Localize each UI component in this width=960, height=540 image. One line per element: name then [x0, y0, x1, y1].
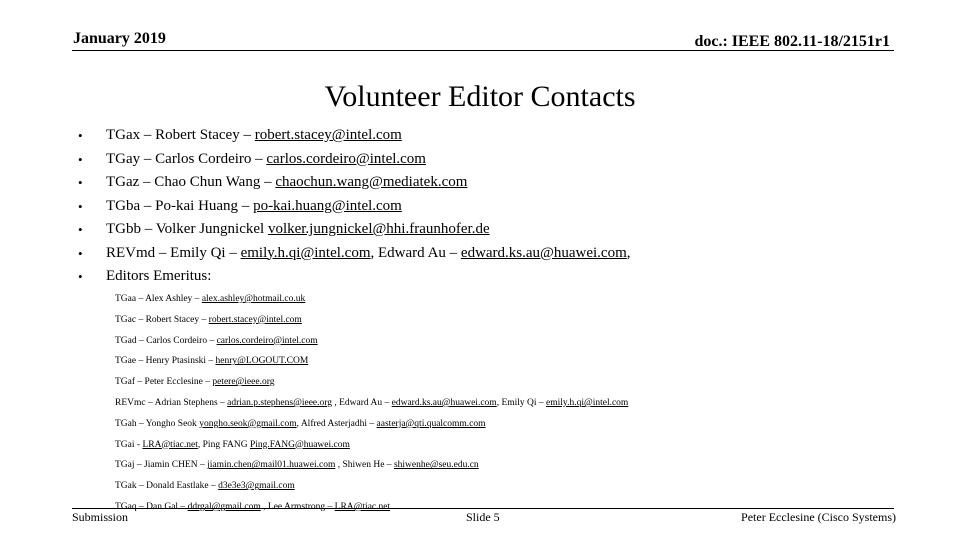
emeritus-contact-item: [115, 478, 628, 499]
contact-text: TGaj – Jiamin CHEN –: [115, 460, 208, 471]
editor-contact-text: [106, 171, 467, 195]
email-link[interactable]: LRA@tiac.net: [142, 439, 198, 450]
emeritus-contact-item: [115, 333, 628, 354]
email-link[interactable]: petere@ieee.org: [212, 377, 275, 388]
email-link[interactable]: robert.stacey@intel.com: [254, 127, 402, 143]
editor-contact-text: [106, 124, 402, 148]
email-link[interactable]: robert.stacey@intel.com: [208, 314, 302, 325]
footer-author: Peter Ecclesine (Cisco Systems): [741, 510, 896, 524]
bullet-icon: •: [78, 128, 83, 143]
contact-text: TGax – Robert Stacey –: [106, 127, 255, 143]
contact-text: REVmd – Emily Qi –: [106, 244, 241, 261]
emeritus-contact-item: [115, 437, 628, 458]
footer-rule: [72, 508, 894, 509]
emeritus-contact-item: [115, 499, 628, 520]
header-rule: [72, 50, 894, 51]
email-link[interactable]: Ping.FANG@huawei.com: [249, 439, 350, 450]
email-link[interactable]: emily.h.qi@intel.com: [546, 397, 629, 408]
contact-text: , Edward Au –: [332, 397, 392, 408]
bullet-icon: •: [78, 151, 83, 167]
slide-title: Volunteer Editor Contacts: [324, 80, 636, 113]
contact-text: TGaf – Peter Ecclesine –: [115, 377, 213, 388]
email-link[interactable]: ddrgal@gmail.com: [187, 501, 261, 512]
editor-contact-text: [106, 195, 402, 219]
bullet-icon: •: [78, 222, 83, 237]
email-link[interactable]: edward.ks.au@huawei.com: [460, 244, 627, 261]
contact-text: TGah – Yongho Seok: [115, 418, 200, 429]
bullet-icon: •: [78, 198, 83, 214]
contact-text: , Shiwen He –: [335, 460, 394, 471]
contact-text: TGad – Carlos Cordeiro –: [115, 335, 217, 346]
footer-slide-number: Slide 5: [466, 510, 500, 524]
bullet-icon: •: [78, 175, 83, 190]
contact-text: , Emily Qi –: [496, 397, 547, 408]
contact-text: REVmc – Adrian Stephens –: [115, 397, 228, 408]
editor-contact-text: [106, 148, 426, 172]
email-link[interactable]: shiwenhe@seu.edu.cn: [393, 460, 479, 471]
header-doc-id: doc.: IEEE 802.11-18/2151r1: [694, 33, 890, 50]
emeritus-contact-item: [115, 353, 628, 374]
contact-text: ,: [626, 244, 631, 261]
email-link[interactable]: alex.ashley@hotmail.co.uk: [201, 294, 306, 304]
footer-submission: Submission: [72, 510, 129, 524]
email-link[interactable]: jiamin.chen@mail01.huawei.com: [207, 460, 336, 471]
contact-text: TGae – Henry Ptasinski –: [115, 356, 216, 367]
email-link[interactable]: d3e3e3@gmail.com: [218, 481, 295, 492]
contact-text: TGbb – Volker Jungnickel: [106, 221, 268, 237]
emeritus-contact-item: [115, 312, 628, 333]
emeritus-contact-item: [115, 291, 628, 312]
contact-text: TGac – Robert Stacey –: [115, 314, 209, 325]
bullet-icon: •: [78, 269, 83, 284]
contact-text: Editors Emeritus:: [106, 268, 212, 284]
contact-text: TGaz – Chao Chun Wang –: [106, 174, 276, 190]
email-link[interactable]: yongho.seok@gmail.com: [199, 418, 297, 429]
emeritus-contact-item: [115, 416, 628, 437]
contact-text: , Alfred Asterjadhi –: [296, 418, 377, 429]
editor-contact-text: [106, 218, 490, 242]
email-link[interactable]: LRA@tiac.net: [334, 501, 391, 512]
email-link[interactable]: edward.ks.au@huawei.com: [391, 397, 497, 408]
contact-text: , Lee Armstrong –: [260, 501, 335, 512]
contact-text: TGay – Carlos Cordeiro –: [106, 150, 267, 167]
emeritus-contact-item: [115, 395, 628, 416]
email-link[interactable]: volker.jungnickel@hhi.fraunhofer.de: [267, 221, 490, 237]
email-link[interactable]: aasterja@qti.qualcomm.com: [376, 418, 486, 429]
email-link[interactable]: emily.h.qi@intel.com: [240, 244, 371, 261]
email-link[interactable]: carlos.cordeiro@intel.com: [266, 150, 426, 167]
contact-text: , Edward Au –: [370, 244, 461, 261]
emeritus-contact-item: [115, 374, 628, 395]
email-link[interactable]: adrian.p.stephens@ieee.org: [227, 397, 332, 408]
emeritus-contact-item: [115, 457, 628, 478]
emeritus-contact-list: [115, 291, 628, 520]
contact-text: , Ping FANG: [197, 439, 250, 450]
contact-text: TGaa – Alex Ashley –: [115, 294, 202, 304]
email-link[interactable]: chaochun.wang@mediatek.com: [275, 174, 468, 190]
email-link[interactable]: carlos.cordeiro@intel.com: [216, 335, 318, 346]
contact-text: TGba – Po-kai Huang –: [106, 197, 254, 214]
editor-contact-text: [106, 265, 211, 289]
bullet-icon: •: [78, 245, 83, 261]
header-date: January 2019: [73, 30, 166, 47]
contact-text: TGai -: [115, 439, 143, 450]
contact-text: TGaq – Dan Gal –: [115, 501, 188, 512]
email-link[interactable]: henry@LOGOUT.COM: [215, 356, 309, 367]
editor-contact-text: [106, 242, 631, 266]
email-link[interactable]: po-kai.huang@intel.com: [253, 197, 402, 214]
contact-text: TGak – Donald Eastlake –: [115, 481, 219, 492]
